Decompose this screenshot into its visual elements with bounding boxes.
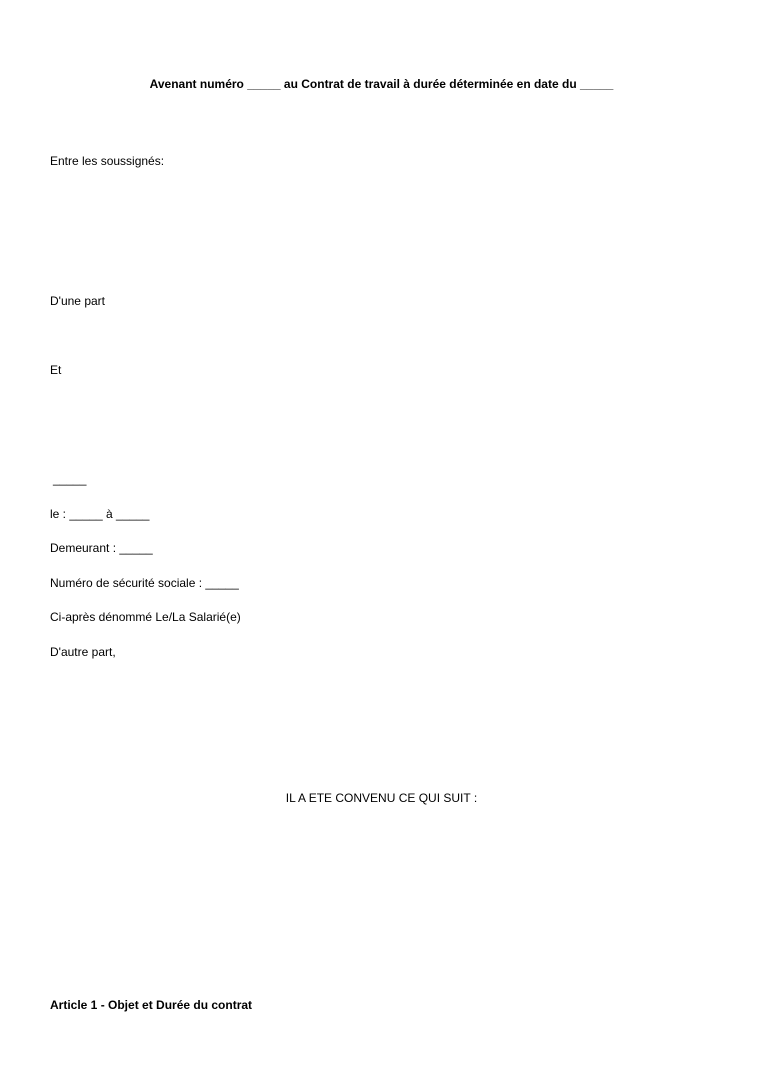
second-party-closing: D'autre part, xyxy=(50,645,116,659)
and-label: Et xyxy=(50,363,62,377)
first-party-closing: D'une part xyxy=(50,294,105,308)
document-title: Avenant numéro _____ au Contrat de travail à durée déterminée en date du _____ xyxy=(149,77,614,91)
employee-designation: Ci-après dénommé Le/La Salarié(e) xyxy=(50,610,241,624)
article-1-heading: Article 1 - Objet et Durée du contrat xyxy=(50,998,253,1012)
employee-name-blank: _____ xyxy=(53,472,87,486)
parties-intro: Entre les soussignés: xyxy=(50,154,165,168)
address-line: Demeurant : _____ xyxy=(50,541,153,555)
agreement-heading: IL A ETE CONVENU CE QUI SUIT : xyxy=(285,791,478,805)
birth-line: le : _____ à _____ xyxy=(50,507,150,521)
social-security-line: Numéro de sécurité sociale : _____ xyxy=(50,576,239,590)
